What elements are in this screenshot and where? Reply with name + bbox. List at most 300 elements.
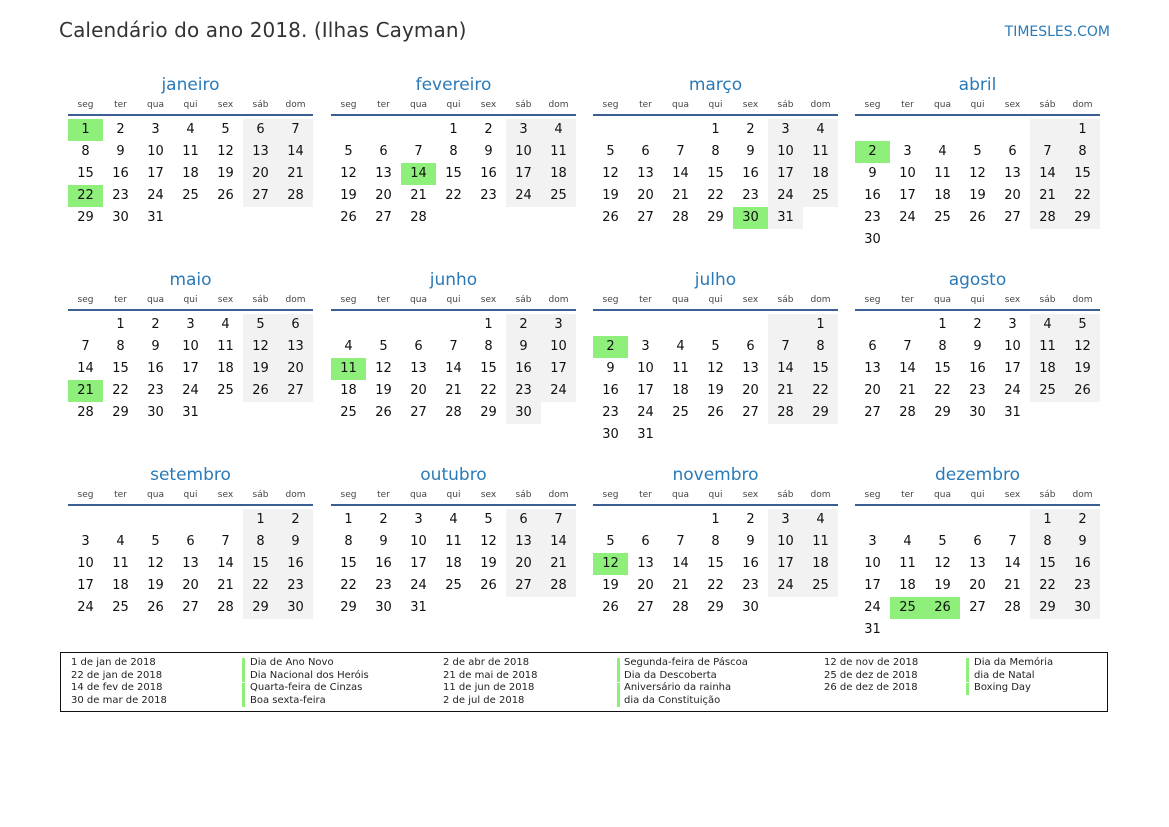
day-grid xyxy=(331,119,576,229)
weekday-header xyxy=(593,488,838,506)
day-grid xyxy=(855,314,1100,424)
day-cell: 2 xyxy=(746,122,755,137)
month-junho xyxy=(331,269,576,424)
day-cell: 20 xyxy=(742,383,759,398)
holiday-day-cell: 11 xyxy=(331,358,366,380)
day-cell: 4 xyxy=(938,144,947,159)
legend-date: 2 de abr de 2018 xyxy=(443,657,530,668)
weekday-label: qua xyxy=(410,490,427,500)
day-cell: 6 xyxy=(746,339,755,354)
day-cell: 26 xyxy=(243,380,278,402)
month-abril xyxy=(855,74,1100,251)
day-cell: 25 xyxy=(1030,380,1065,402)
legend-date: 2 de jul de 2018 xyxy=(443,694,525,706)
day-cell: 22 xyxy=(480,383,497,398)
day-cell: 3 xyxy=(768,119,803,141)
day-cell: 10 xyxy=(410,534,427,549)
day-cell: 23 xyxy=(742,188,759,203)
day-cell: 8 xyxy=(484,339,493,354)
day-cell: 29 xyxy=(934,405,951,420)
day-cell: 27 xyxy=(375,210,392,225)
day-cell: 27 xyxy=(278,380,313,402)
day-cell: 2 xyxy=(379,512,388,527)
day-cell: 17 xyxy=(1004,361,1021,376)
day-cell: 1 xyxy=(711,122,720,137)
day-cell: 13 xyxy=(864,361,881,376)
day-cell: 27 xyxy=(243,185,278,207)
weekday-label: seg xyxy=(77,295,94,305)
day-cell: 4 xyxy=(221,317,230,332)
day-cell: 2 xyxy=(506,314,541,336)
weekday-label: ter xyxy=(114,100,127,110)
day-grid xyxy=(68,119,313,229)
weekday-label: qui xyxy=(708,490,723,500)
weekday-label: dom xyxy=(810,490,831,500)
day-cell: 2 xyxy=(116,122,125,137)
day-cell: 31 xyxy=(637,427,654,442)
legend-marker xyxy=(617,683,620,695)
day-cell: 18 xyxy=(1030,358,1065,380)
month-title: agosto xyxy=(948,270,1007,290)
day-cell: 16 xyxy=(742,556,759,571)
day-cell: 1 xyxy=(803,314,838,336)
weekday-label: ter xyxy=(639,100,652,110)
day-cell: 2 xyxy=(151,317,160,332)
day-cell: 20 xyxy=(375,188,392,203)
empty-day-cell xyxy=(663,509,698,531)
day-cell: 28 xyxy=(768,402,803,424)
day-cell: 10 xyxy=(77,556,94,571)
day-cell: 16 xyxy=(1065,553,1100,575)
day-cell: 24 xyxy=(541,380,576,402)
day-cell: 8 xyxy=(938,339,947,354)
weekday-label: ter xyxy=(377,490,390,500)
month-fevereiro xyxy=(331,74,576,229)
day-cell: 21 xyxy=(541,553,576,575)
day-grid xyxy=(855,509,1100,641)
day-cell: 22 xyxy=(707,188,724,203)
day-cell: 23 xyxy=(278,575,313,597)
day-cell: 29 xyxy=(340,600,357,615)
day-cell: 7 xyxy=(768,336,803,358)
day-cell: 23 xyxy=(480,188,497,203)
day-cell: 14 xyxy=(217,556,234,571)
day-cell: 25 xyxy=(672,405,689,420)
day-cell: 16 xyxy=(480,166,497,181)
weekday-label: sáb xyxy=(252,295,269,305)
empty-day-cell xyxy=(890,509,925,531)
weekday-label: dom xyxy=(548,490,569,500)
day-cell: 27 xyxy=(506,575,541,597)
day-cell: 24 xyxy=(147,188,164,203)
legend-marker xyxy=(242,695,245,707)
day-cell: 12 xyxy=(707,361,724,376)
day-cell: 1 xyxy=(243,509,278,531)
day-cell: 13 xyxy=(637,556,654,571)
weekday-label: qui xyxy=(446,490,461,500)
legend-marker xyxy=(617,670,620,682)
day-cell: 21 xyxy=(445,383,462,398)
day-cell: 29 xyxy=(112,405,129,420)
weekday-label: ter xyxy=(901,490,914,500)
day-cell: 20 xyxy=(506,553,541,575)
day-cell: 22 xyxy=(445,188,462,203)
day-cell: 20 xyxy=(637,578,654,593)
day-cell: 29 xyxy=(1030,597,1065,619)
empty-day-cell xyxy=(401,314,436,336)
day-cell: 9 xyxy=(1065,531,1100,553)
day-cell: 4 xyxy=(903,534,912,549)
day-cell: 19 xyxy=(934,578,951,593)
weekday-label: sáb xyxy=(515,100,532,110)
day-cell: 14 xyxy=(77,361,94,376)
month-title: fevereiro xyxy=(415,75,492,95)
day-cell: 17 xyxy=(410,556,427,571)
day-cell: 24 xyxy=(182,383,199,398)
weekday-label: qui xyxy=(183,100,198,110)
day-cell: 29 xyxy=(243,597,278,619)
day-cell: 15 xyxy=(803,358,838,380)
day-cell: 5 xyxy=(484,512,493,527)
day-cell: 22 xyxy=(243,575,278,597)
weekday-label: qua xyxy=(672,490,689,500)
day-cell: 24 xyxy=(768,575,803,597)
weekday-label: seg xyxy=(340,490,357,500)
empty-day-cell xyxy=(331,314,366,336)
day-cell: 13 xyxy=(410,361,427,376)
day-cell: 5 xyxy=(379,339,388,354)
day-cell: 30 xyxy=(969,405,986,420)
holiday-day-cell: 22 xyxy=(68,185,103,207)
day-cell: 5 xyxy=(711,339,720,354)
day-cell: 2 xyxy=(746,512,755,527)
month-março xyxy=(593,74,838,229)
weekday-label: ter xyxy=(377,295,390,305)
day-cell: 20 xyxy=(278,358,313,380)
weekday-label: seg xyxy=(864,490,881,500)
day-cell: 28 xyxy=(77,405,94,420)
day-cell: 5 xyxy=(221,122,230,137)
legend-holiday-name: Quarta-feira de Cinzas xyxy=(250,682,363,694)
day-cell: 7 xyxy=(278,119,313,141)
day-cell: 14 xyxy=(768,358,803,380)
day-cell: 11 xyxy=(182,144,199,159)
day-cell: 6 xyxy=(973,534,982,549)
day-cell: 24 xyxy=(410,578,427,593)
day-cell: 29 xyxy=(707,210,724,225)
day-cell: 30 xyxy=(1065,597,1100,619)
day-grid xyxy=(68,509,313,619)
weekday-label: sex xyxy=(742,490,759,500)
day-cell: 2 xyxy=(278,509,313,531)
day-cell: 26 xyxy=(969,210,986,225)
day-cell: 8 xyxy=(803,336,838,358)
legend-date: 22 de jan de 2018 xyxy=(71,669,163,681)
day-cell: 10 xyxy=(182,339,199,354)
month-title: setembro xyxy=(150,465,231,485)
day-cell: 6 xyxy=(641,534,650,549)
day-cell: 28 xyxy=(1030,207,1065,229)
day-cell: 27 xyxy=(182,600,199,615)
day-cell: 22 xyxy=(803,380,838,402)
empty-day-cell xyxy=(593,509,628,531)
day-cell: 13 xyxy=(506,531,541,553)
weekday-label: sáb xyxy=(777,490,794,500)
weekday-label: qua xyxy=(672,295,689,305)
weekday-label: sex xyxy=(217,490,234,500)
weekday-header xyxy=(331,98,576,116)
legend-marker xyxy=(966,670,969,682)
day-cell: 7 xyxy=(1008,534,1017,549)
day-cell: 25 xyxy=(541,185,576,207)
site-link[interactable]: TIMESLES.COM xyxy=(1004,24,1110,40)
day-cell: 30 xyxy=(506,402,541,424)
day-cell: 27 xyxy=(1004,210,1021,225)
day-grid xyxy=(331,314,576,424)
day-cell: 25 xyxy=(182,188,199,203)
weekday-header xyxy=(855,98,1100,116)
day-grid xyxy=(68,314,313,424)
legend-date: 25 de dez de 2018 xyxy=(824,669,918,681)
day-cell: 1 xyxy=(484,317,493,332)
weekday-label: sáb xyxy=(252,100,269,110)
day-cell: 7 xyxy=(1030,141,1065,163)
weekday-label: sáb xyxy=(777,295,794,305)
day-cell: 18 xyxy=(672,383,689,398)
day-cell: 15 xyxy=(445,166,462,181)
day-cell: 10 xyxy=(899,166,916,181)
weekday-label: dom xyxy=(1072,490,1093,500)
day-cell: 29 xyxy=(1065,207,1100,229)
day-cell: 6 xyxy=(414,339,423,354)
day-cell: 1 xyxy=(449,122,458,137)
weekday-label: qua xyxy=(672,100,689,110)
empty-day-cell xyxy=(890,119,925,141)
weekday-label: sex xyxy=(1004,490,1021,500)
day-cell: 3 xyxy=(151,122,160,137)
empty-day-cell xyxy=(68,314,103,336)
weekday-label: qua xyxy=(410,100,427,110)
day-cell: 18 xyxy=(340,383,357,398)
weekday-label: seg xyxy=(864,295,881,305)
day-cell: 24 xyxy=(864,600,881,615)
legend-marker xyxy=(242,683,245,695)
day-cell: 10 xyxy=(541,336,576,358)
day-cell: 8 xyxy=(711,534,720,549)
legend-date: 26 de dez de 2018 xyxy=(824,682,918,694)
day-cell: 6 xyxy=(641,144,650,159)
holiday-day-cell: 14 xyxy=(401,163,436,185)
day-cell: 1 xyxy=(938,317,947,332)
day-cell: 4 xyxy=(1030,314,1065,336)
empty-day-cell xyxy=(628,314,663,336)
day-cell: 4 xyxy=(449,512,458,527)
day-cell: 24 xyxy=(637,405,654,420)
weekday-header xyxy=(855,293,1100,311)
day-cell: 3 xyxy=(868,534,877,549)
weekday-label: sáb xyxy=(1039,295,1056,305)
month-title: julho xyxy=(694,270,737,290)
weekday-label: dom xyxy=(1072,295,1093,305)
empty-day-cell xyxy=(925,509,960,531)
holiday-day-cell: 12 xyxy=(593,553,628,575)
empty-day-cell xyxy=(628,509,663,531)
day-cell: 30 xyxy=(278,597,313,619)
day-cell: 13 xyxy=(1004,166,1021,181)
holiday-day-cell: 25 xyxy=(890,597,925,619)
weekday-label: ter xyxy=(901,100,914,110)
day-cell: 16 xyxy=(375,556,392,571)
day-cell: 19 xyxy=(147,578,164,593)
legend-date: 21 de mai de 2018 xyxy=(443,669,538,681)
day-cell: 27 xyxy=(742,405,759,420)
day-cell: 16 xyxy=(602,383,619,398)
day-cell: 30 xyxy=(742,600,759,615)
weekday-label: qui xyxy=(183,295,198,305)
day-cell: 9 xyxy=(868,166,877,181)
day-cell: 16 xyxy=(506,358,541,380)
legend-date: 1 de jan de 2018 xyxy=(71,657,156,668)
weekday-label: qua xyxy=(934,100,951,110)
day-cell: 3 xyxy=(641,339,650,354)
day-cell: 12 xyxy=(969,166,986,181)
weekday-label: qui xyxy=(446,295,461,305)
day-cell: 3 xyxy=(506,119,541,141)
day-cell: 26 xyxy=(707,405,724,420)
day-cell: 15 xyxy=(112,361,129,376)
empty-day-cell xyxy=(855,119,890,141)
legend-marker xyxy=(966,683,969,695)
month-agosto xyxy=(855,269,1100,424)
day-cell: 27 xyxy=(637,210,654,225)
month-title: janeiro xyxy=(161,75,220,95)
day-cell: 3 xyxy=(186,317,195,332)
day-cell: 21 xyxy=(217,578,234,593)
day-cell: 4 xyxy=(186,122,195,137)
day-cell: 25 xyxy=(934,210,951,225)
day-cell: 17 xyxy=(182,361,199,376)
day-cell: 31 xyxy=(182,405,199,420)
empty-day-cell xyxy=(436,314,471,336)
day-cell: 5 xyxy=(1065,314,1100,336)
day-cell: 24 xyxy=(1004,383,1021,398)
weekday-label: qui xyxy=(970,100,985,110)
day-cell: 18 xyxy=(803,553,838,575)
empty-day-cell xyxy=(138,509,173,531)
weekday-label: sex xyxy=(480,100,497,110)
day-cell: 10 xyxy=(768,141,803,163)
legend-holiday-name: Boa sexta-feira xyxy=(250,694,326,706)
day-cell: 4 xyxy=(803,119,838,141)
empty-day-cell xyxy=(331,119,366,141)
day-cell: 5 xyxy=(973,144,982,159)
weekday-label: sex xyxy=(742,100,759,110)
day-cell: 20 xyxy=(1004,188,1021,203)
day-cell: 10 xyxy=(147,144,164,159)
day-cell: 11 xyxy=(672,361,689,376)
day-cell: 3 xyxy=(81,534,90,549)
day-cell: 8 xyxy=(449,144,458,159)
empty-day-cell xyxy=(401,119,436,141)
day-cell: 18 xyxy=(541,163,576,185)
day-cell: 29 xyxy=(77,210,94,225)
empty-day-cell xyxy=(663,119,698,141)
day-cell: 12 xyxy=(340,166,357,181)
empty-day-cell xyxy=(995,119,1030,141)
day-cell: 7 xyxy=(81,339,90,354)
day-cell: 19 xyxy=(217,166,234,181)
weekday-label: sex xyxy=(217,100,234,110)
day-cell: 23 xyxy=(864,210,881,225)
month-title: abril xyxy=(958,75,997,95)
weekday-label: dom xyxy=(1072,100,1093,110)
day-cell: 18 xyxy=(217,361,234,376)
day-cell: 15 xyxy=(77,166,94,181)
weekday-label: dom xyxy=(285,100,306,110)
day-cell: 17 xyxy=(77,578,94,593)
day-cell: 30 xyxy=(375,600,392,615)
weekday-label: sex xyxy=(1004,100,1021,110)
day-grid xyxy=(593,314,838,446)
empty-day-cell xyxy=(960,119,995,141)
day-cell: 24 xyxy=(506,185,541,207)
day-cell: 18 xyxy=(803,163,838,185)
weekday-label: seg xyxy=(340,100,357,110)
weekday-label: sáb xyxy=(515,490,532,500)
day-cell: 15 xyxy=(243,553,278,575)
weekday-label: qua xyxy=(147,100,164,110)
day-cell: 17 xyxy=(541,358,576,380)
day-cell: 14 xyxy=(278,141,313,163)
month-title: novembro xyxy=(672,465,759,485)
day-cell: 23 xyxy=(1065,575,1100,597)
day-cell: 19 xyxy=(375,383,392,398)
day-cell: 9 xyxy=(506,336,541,358)
legend-marker xyxy=(242,670,245,682)
day-cell: 20 xyxy=(969,578,986,593)
empty-day-cell xyxy=(173,509,208,531)
day-cell: 11 xyxy=(934,166,951,181)
legend-holiday-name: Dia da Memória xyxy=(974,657,1054,668)
day-cell: 13 xyxy=(969,556,986,571)
legend-date: 14 de fev de 2018 xyxy=(71,682,163,694)
weekday-label: seg xyxy=(864,100,881,110)
day-cell: 6 xyxy=(1008,144,1017,159)
day-cell: 20 xyxy=(410,383,427,398)
empty-day-cell xyxy=(208,509,243,531)
day-cell: 5 xyxy=(606,144,615,159)
weekday-label: qua xyxy=(147,295,164,305)
day-cell: 25 xyxy=(803,575,838,597)
day-cell: 10 xyxy=(637,361,654,376)
weekday-label: ter xyxy=(901,295,914,305)
day-cell: 25 xyxy=(340,405,357,420)
day-cell: 27 xyxy=(864,405,881,420)
day-cell: 22 xyxy=(1030,575,1065,597)
day-cell: 10 xyxy=(506,141,541,163)
day-cell: 28 xyxy=(217,600,234,615)
day-cell: 22 xyxy=(1065,185,1100,207)
month-novembro xyxy=(593,464,838,619)
day-cell: 29 xyxy=(803,402,838,424)
legend-holiday-name: dia da Constituição xyxy=(624,694,721,706)
empty-day-cell xyxy=(925,119,960,141)
weekday-label: sex xyxy=(217,295,234,305)
empty-day-cell xyxy=(1030,119,1065,141)
day-cell: 17 xyxy=(506,163,541,185)
day-cell: 20 xyxy=(243,163,278,185)
empty-day-cell xyxy=(855,509,890,531)
